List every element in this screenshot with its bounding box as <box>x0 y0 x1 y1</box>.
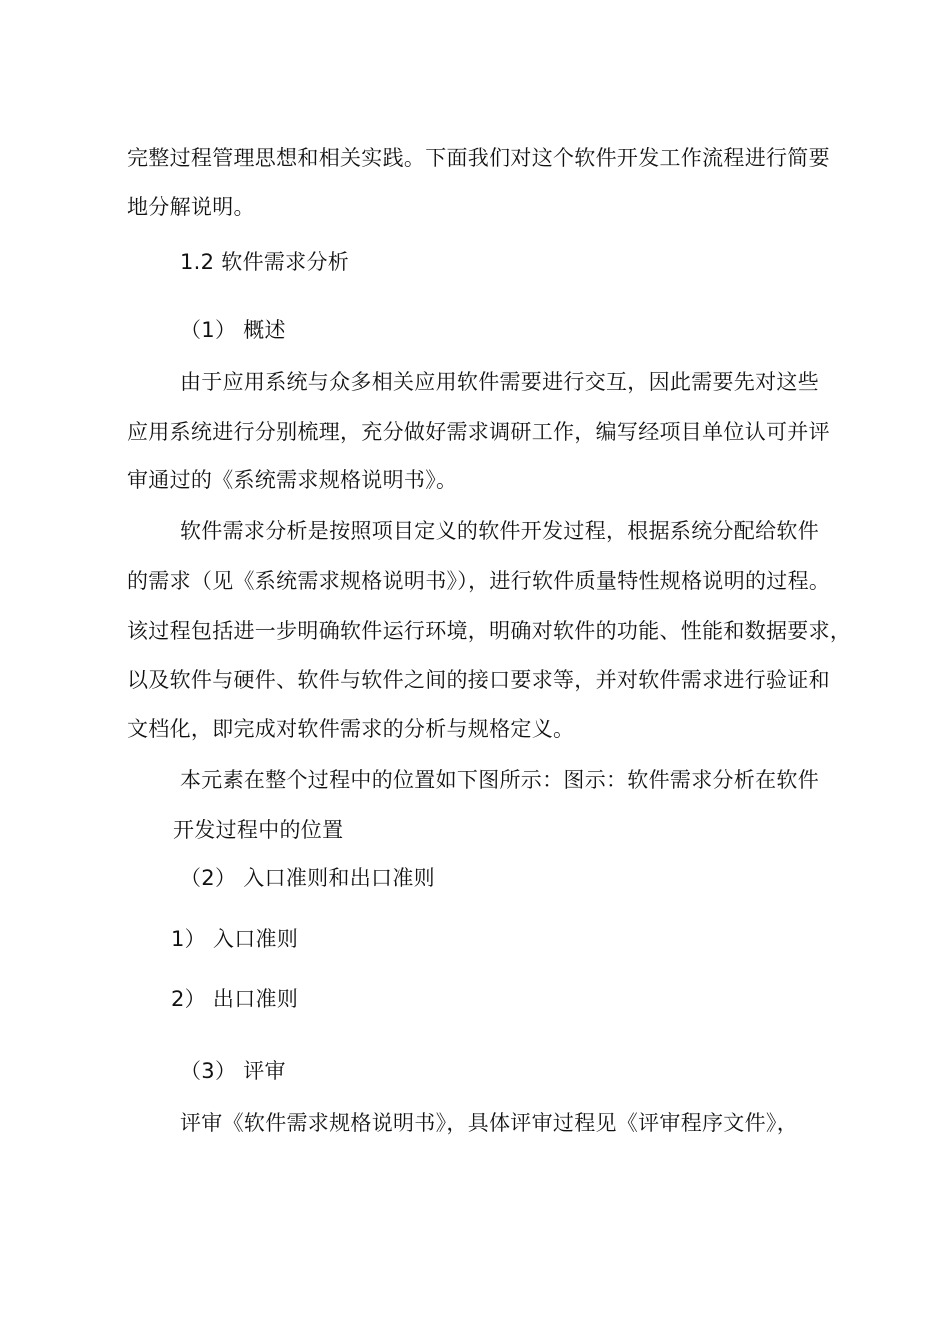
list-item: 2） 出口准则 <box>171 987 299 1011</box>
body-line: 本元素在整个过程中的位置如下图所示：图示：软件需求分析在软件 <box>180 768 819 792</box>
body-line: 由于应用系统与众多相关应用软件需要进行交互，因此需要先对这些 <box>180 370 819 394</box>
body-line: 应用系统进行分别梳理，充分做好需求调研工作，编写经项目单位认可并评 <box>127 420 830 444</box>
body-line: 该过程包括进一步明确软件运行环境，明确对软件的功能、性能和数据要求， <box>127 619 852 643</box>
body-line: 评审《软件需求规格说明书》，具体评审过程见《评审程序文件》， <box>180 1111 798 1135</box>
body-line: 软件需求分析是按照项目定义的软件开发过程，根据系统分配给软件 <box>180 519 819 543</box>
body-line: 以及软件与硬件、软件与软件之间的接口要求等，并对软件需求进行验证和 <box>127 668 830 692</box>
subsection-heading: （2） 入口准则和出口准则 <box>180 866 435 890</box>
subsection-heading: （3） 评审 <box>180 1059 286 1083</box>
section-heading: 1.2 软件需求分析 <box>180 250 350 274</box>
body-line: 文档化，即完成对软件需求的分析与规格定义。 <box>127 717 575 741</box>
list-item: 1） 入口准则 <box>171 927 299 951</box>
body-line: 开发过程中的位置 <box>173 818 344 842</box>
body-line: 的需求（见《系统需求规格说明书》），进行软件质量特性规格说明的过程。 <box>127 569 831 593</box>
subsection-heading: （1） 概述 <box>180 318 286 342</box>
body-line: 地分解说明。 <box>127 195 255 219</box>
body-line: 审通过的《系统需求规格说明书》。 <box>127 468 458 492</box>
body-line: 完整过程管理思想和相关实践。下面我们对这个软件开发工作流程进行简要 <box>127 146 830 170</box>
